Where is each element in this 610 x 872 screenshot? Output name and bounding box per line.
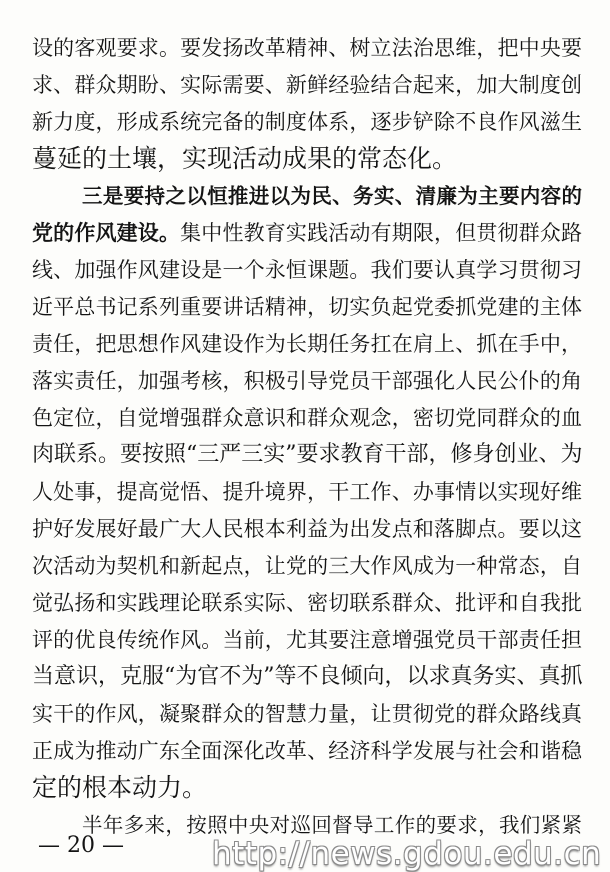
paragraph-line: 新力度，形成系统完备的制度体系，逐步铲除不良作风滋生 <box>32 110 582 134</box>
paragraph-line: 评的优良传统作风。当前，尤其要注意增强党员干部责任担 <box>32 628 582 652</box>
paragraph-line: 近平总书记系列重要讲话精神，切实负起党委抓党建的主体 <box>32 295 582 319</box>
paragraph-line: 线、加强作风建设是一个永恒课题。我们要认真学习贯彻习 <box>32 258 582 282</box>
paragraph-line: 落实责任，加强考核，积极引导党员干部强化人民公仆的角 <box>32 369 582 393</box>
paragraph-line: 设的客观要求。要发扬改革精神、树立法治思维，把中央要 <box>32 36 582 60</box>
paragraph-line: 护好发展好最广大人民根本利益为出发点和落脚点。要以这 <box>32 517 582 541</box>
paragraph-line: 实干的作风，凝聚群众的智慧力量，让贯彻党的群众路线真 <box>32 702 582 726</box>
paragraph-line: 觉弘扬和实践理论联系实际、密切联系群众、批评和自我批 <box>32 591 582 615</box>
paragraph-line: 定的根本动力。 <box>32 773 208 802</box>
paragraph-line: 次活动为契机和新起点，让党的三大作风成为一种常态，自 <box>32 554 582 578</box>
paragraph-line: 当意识，克服“为官不为”等不良倾向，以求真务实、真抓 <box>32 664 582 689</box>
paragraph-line: 肉联系。要按照“三严三实”要求教育干部，修身创业、为 <box>32 442 582 467</box>
section-heading-line: 三是要持之以恒推进以为民、务实、清廉为主要内容的 <box>82 184 582 208</box>
section-heading-tail: 党的作风建设。 <box>32 221 181 245</box>
paragraph-text: 集中性教育实践活动有期限，但贯彻群众路 <box>180 221 582 245</box>
paragraph-line: 人处事，提高觉悟、提升境界，干工作、办事情以实现好维 <box>32 480 582 504</box>
paragraph-line-mixed <box>32 215 582 251</box>
paragraph-line: 半年多来，按照中央对巡回督导工作的要求，我们紧紧 <box>82 813 582 837</box>
paragraph-line: 责任，把思想作风建设作为长期任务扛在肩上、抓在手中， <box>32 332 582 356</box>
paragraph-line: 色定位，自觉增强群众意识和群众观念，密切党同群众的血 <box>32 406 582 430</box>
watermark-url: http://news.gdou.edu.cn <box>212 836 602 872</box>
paragraph-line: 蔓延的土壤，实现活动成果的常态化。 <box>32 144 458 173</box>
paragraph-line: 正成为推动广东全面深化改革、经济科学发展与社会和谐稳 <box>32 739 582 763</box>
page-number: — 20 — <box>38 833 124 858</box>
paragraph-line: 求、群众期盼、实际需要、新鲜经验结合起来，加大制度创 <box>32 73 582 97</box>
